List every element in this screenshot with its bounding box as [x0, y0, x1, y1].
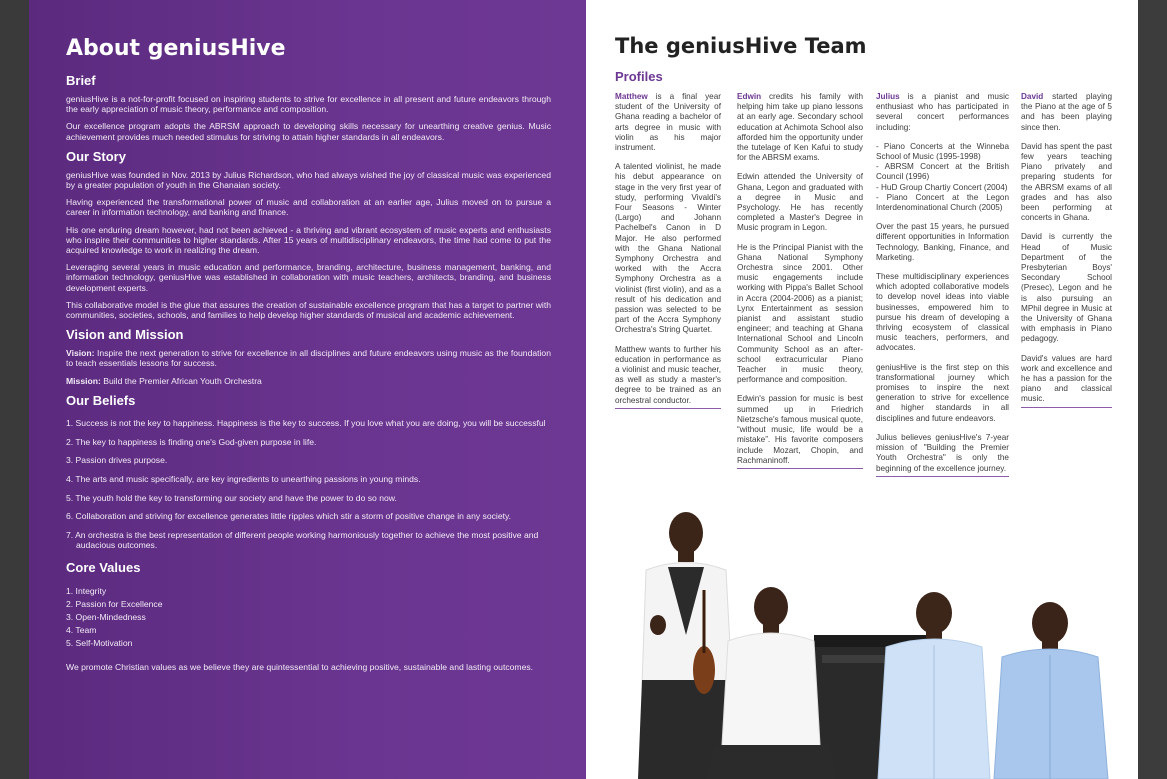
team-page: [586, 0, 1138, 779]
brief-heading: Brief: [66, 73, 96, 88]
person-david: [994, 602, 1108, 779]
profile-paragraph: A talented violinist, he made his debut appearance on stage in the very first year of study, performing Vivaldi's Four Seasons - Winter (Largo) and Johann Pachelbel's Canon in D Major. He also performed with the Ghana National Symphony Orchestra and worked with the Accra Symphony Orchestra as a violinist (first violin), and as a result of his dedication and passion was selected to be part of the Accra Symphony Orchestra's String Quartet.: [615, 162, 721, 335]
belief-item: 6. Collaboration and striving for excellence generates little ripples which stir a storm of positive change in any society.: [66, 511, 512, 522]
brief-paragraph: Our excellence program adopts the ABRSM approach to developing skills necessary for unearthing creative genius. Music achievement provides much needed stimulus for striving to attain higher standards in all endeavors.: [66, 121, 551, 142]
story-paragraph: Having experienced the transformational power of music and collaboration at an earlier age, Julius moved on to pursue a career in information technology, and banking and finance.: [66, 197, 551, 218]
profile-divider: [1021, 407, 1112, 408]
profile-david: [1021, 92, 1112, 408]
vision-label: Vision:: [66, 348, 95, 359]
david-intro: [1021, 92, 1112, 133]
profile-divider: [615, 408, 721, 409]
profile-paragraph: David is currently the Head of Music Department of the Presbyterian Boys' Secondary School (Presec), Legon and he is also pursuing an MPhil degree in Music at the University of Ghana with emphasis in Piano pedagogy.: [1021, 232, 1112, 344]
team-title: The geniusHive Team: [615, 34, 867, 58]
profile-text: started playing the Piano at the age of 5 and has been playing since then.: [1021, 92, 1112, 132]
profile-divider: [737, 468, 863, 469]
belief-item: 7. An orchestra is the best representation of different people working harmoniously together to achieve the most positive and audacious outcomes.: [66, 530, 539, 551]
beliefs-list: [66, 418, 551, 551]
profile-edwin: [737, 92, 863, 469]
about-page: [29, 0, 586, 779]
mission-statement: [66, 376, 551, 386]
profile-divider: [876, 476, 1009, 477]
profiles-heading: Profiles: [615, 69, 663, 84]
profile-text: credits his family with helping him take up piano lessons at an early age. Secondary school education at Achimota School also afforded him the opportunity under the tutelage of Ken Kafui to study for the ABRSM exams.: [737, 92, 863, 163]
value-item: 5. Self-Motivation: [66, 638, 133, 649]
story-paragraph: His one enduring dream however, had not been achieved - a thriving and vibrant ecosystem of music experts and enthusiasts who inspire their communities to higher standards. After 15 years of multidisciplinary endeavors, the time had come to put the acquired knowledge to work in realizing the dream.: [66, 224, 551, 256]
person-matthew: [638, 512, 736, 779]
beliefs-heading: Our Beliefs: [66, 392, 136, 408]
profile-paragraph: geniusHive is the first step on this transformational journey which promises to inspire the next generation to strive for excellence and higher standards in all disciplines and future endeavors.: [876, 362, 1009, 423]
brief-paragraph: geniusHive is a not-for-profit focused on inspiring students to strive for excellence in all present and future endeavors through the early appreciation of music theory, performance and composition.: [66, 94, 551, 115]
story-paragraph: geniusHive was founded in Nov. 2013 by Julius Richardson, who had always wished the joy of classical music was experienced by a greater population of youth in the Ghanaian society.: [66, 169, 551, 191]
belief-item: 3. Passion drives purpose.: [66, 455, 168, 466]
profile-matthew: [615, 92, 721, 409]
julius-intro: [876, 92, 1009, 133]
concert-item: - Piano Concerts at the Winneba School of Music (1995-1998): [876, 141, 1009, 162]
value-item: 1. Integrity: [66, 586, 107, 597]
profile-text: is a final year student of the University of Ghana reading a bachelor of arts degree in music with violin as his major instrument.: [615, 92, 721, 153]
page-edge: [1138, 0, 1167, 779]
profile-paragraph: David's values are hard work and excellence and he has a passion for the piano and classical music.: [1021, 353, 1112, 404]
profile-name: Julius: [876, 92, 900, 101]
profile-paragraph: Matthew wants to further his education in performance as a violinist and music teacher, as well as study a master's degree to be trained as an orchestral conductor.: [615, 344, 721, 405]
profile-paragraph: David has spent the past few years teaching Piano privately and preparing students for the ABRSM exams of all grades and has also been performing at concerts in Ghana.: [1021, 141, 1112, 223]
story-paragraph: This collaborative model is the glue that assures the creation of sustainable excellence program that has a target to partner with communities, societies, schools, and families to help develop higher standards of musical and academic achievement.: [66, 299, 551, 321]
vision-text: Inspire the next generation to strive for excellence in all disciplines and future endeavors using music as the foundation to teach essentials lessons for success.: [66, 348, 551, 369]
matthew-intro: [615, 92, 721, 153]
team-photo: [586, 495, 1138, 779]
profile-julius: [876, 92, 1009, 477]
belief-item: 2. The key to happiness is finding one's God-given purpose in life.: [66, 436, 317, 447]
concert-list: [876, 142, 1009, 213]
concert-item: - ABRSM Concert at the British Council (1996): [876, 162, 1009, 182]
profile-paragraph: He is the Principal Pianist with the Ghana National Symphony Orchestra since 2001. Other music engagements include working with Pippa's Ballet School in Accra (2004-2006) as a pianist; Lynx Entertainment as session pianist and assistant studio engineer; and teaching at Ghana International School and Lincoln Community School as an after-school extracurricular Piano Teacher in music theory, performance and composition.: [737, 242, 863, 385]
profile-name: Edwin: [737, 92, 762, 101]
mission-text: Build the Premier African Youth Orchestra: [100, 375, 262, 386]
belief-item: 1. Success is not the key to happiness. Happiness is the key to success. If you love what you are doing, you will be successful: [66, 417, 546, 428]
values-list: [66, 585, 551, 650]
profile-paragraph: Julius believes geniusHive's 7-year mission of "Building the Premier Youth Orchestra" is only the beginning of the excellence journey.: [876, 432, 1009, 473]
profile-paragraph: Over the past 15 years, he pursued different opportunities in Information Technology, Banking, Finance, and Marketing.: [876, 222, 1009, 262]
belief-item: 5. The youth hold the key to transforming our society and have the power to do so now.: [66, 492, 397, 503]
edwin-intro: [737, 92, 863, 163]
story-paragraph: Leveraging several years in music education and performance, branding, architecture, business management, banking, and information technology, geniusHive was established in collaboration with music teachers, architects, branding, and business development experts.: [66, 262, 551, 293]
profile-text: is a pianist and music enthusiast who has participated in several concert performances including:: [876, 92, 1009, 132]
mission-label: Mission:: [66, 375, 101, 386]
about-title: About geniusHive: [66, 36, 286, 61]
values-closing: We promote Christian values as we believe they are quintessential to achieving positive, sustainable and lasting outcomes.: [66, 662, 534, 673]
vision-heading: Vision and Mission: [66, 327, 184, 343]
story-heading: Our Story: [66, 148, 126, 164]
profile-name: David: [1021, 92, 1044, 101]
vision-statement: [66, 348, 551, 368]
belief-item: 4. The arts and music specifically, are key ingredients to unearthing passions in young minds.: [66, 473, 421, 484]
values-heading: Core Values: [66, 560, 141, 576]
profile-paragraph: Edwin attended the University of Ghana, Legon and graduated with a degree in Music and Psychology. He has recently completed a Master's Degree in Music program in Legon.: [737, 172, 863, 233]
value-item: 2. Passion for Excellence: [66, 599, 163, 610]
profile-paragraph: Edwin's passion for music is best summed up in Friedrich Nietzsche's famous musical quote, “without music, life would be a mistake”. His favorite composers include Mozart, Chopin, and Rachmaninoff.: [737, 394, 863, 465]
value-item: 3. Open-Mindedness: [66, 612, 146, 623]
profile-paragraph: These multidisciplinary experiences which adopted collaborative models to develop novel ideas into viable businesses, empowered him to pursue his dream of developing a thriving ecosystem of classical music teachers, performers, and advocates.: [876, 272, 1009, 353]
profile-name: Matthew: [615, 92, 648, 101]
value-item: 4. Team: [66, 625, 97, 636]
concert-item: - Piano Concert at the Legon Interdenominational Church (2005): [876, 192, 1009, 213]
concert-item: - HuD Group Chartiy Concert (2004): [876, 182, 1008, 192]
person-julius: [878, 592, 990, 779]
